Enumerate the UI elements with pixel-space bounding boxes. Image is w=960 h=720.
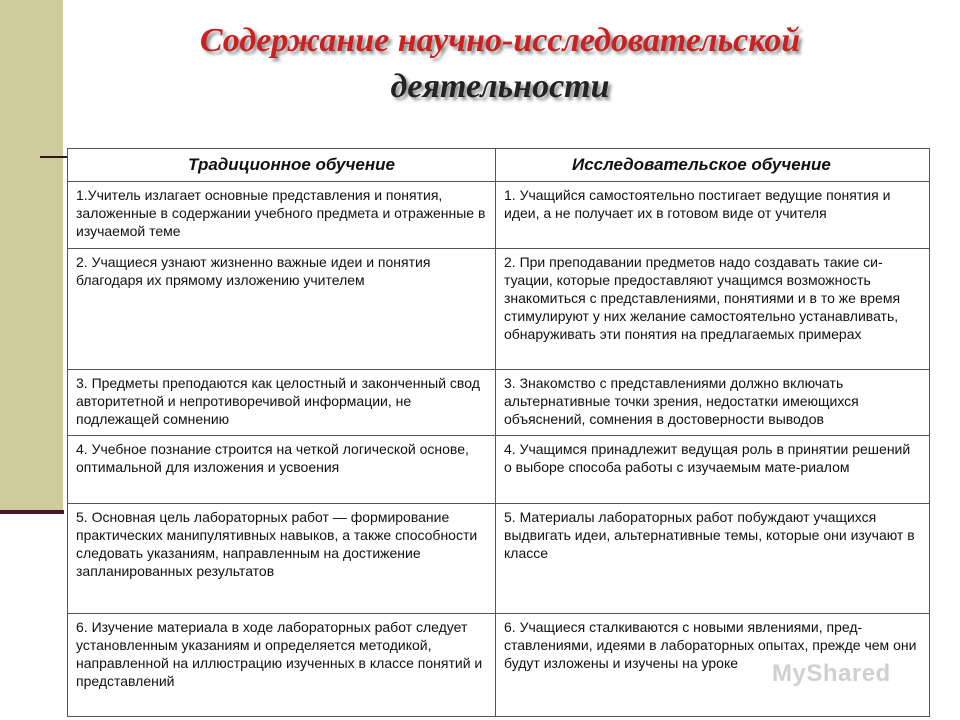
decorative-side-bar [0,0,63,513]
cell-research: 6. Учащиеся сталкиваются с новыми явлениями, пред-ставлениями, идеями в лабораторных опытах, прежде чем они будут изложены и изучены на уроке [496,614,930,717]
cell-traditional: 6. Изучение материала в ходе лабораторных работ следует установленным указаниям и определяется методикой, направленной на иллюстрацию изученных в классе понятий и представлений [68,614,496,717]
table-row [68,436,930,504]
cell-traditional: 4. Учебное познание строится на четкой логической основе, оптимальной для изложения и усвоения [68,436,496,504]
cell-traditional: 5. Основная цель лабораторных работ — формирование практических манипулятивных навыков, а также способности следовать указаниям, направленным на достижение запланированных результатов [68,504,496,614]
decorative-line-top [40,156,68,158]
cell-traditional: 2. Учащиеся узнают жизненно важные идеи и понятия благодаря их прямому изложению учителем [68,249,496,370]
slide-title [120,18,880,110]
cell-research: 3. Знакомство с представлениями должно включать альтернативные точки зрения, недостатки имеющихся объяснений, сомнения в достоверности выводов [496,370,930,436]
comparison-table [67,148,930,717]
table-row [68,182,930,249]
cell-traditional: 1.Учитель излагает основные представления и понятия, заложенные в содержании учебного предмета и отраженные в изучаемой теме [68,182,496,249]
table-row [68,504,930,614]
slide-title-line1: Содержание научно-исследовательской [199,22,801,59]
cell-traditional: 3. Предметы преподаются как целостный и законченный свод авторитетной и непротиворечивой информации, не подлежащей сомнению [68,370,496,436]
table-row [68,370,930,436]
table-row [68,249,930,370]
cell-research: 2. При преподавании предметов надо создавать такие си-туации, которые предоставляют учащимся возможность знакомиться с представлениями, понятиями и в то же время стимулируют у них желание самостоятельно устанавливать, обнаруживать эти понятия на предлагаемых примерах [496,249,930,370]
cell-research: 4. Учащимся принадлежит ведущая роль в принятии решений о выборе способа работы с изучаемым мате-риалом [496,436,930,504]
cell-research: 1. Учащийся самостоятельно постигает ведущие понятия и идеи, а не получает их в готовом виде от учителя [496,182,930,249]
watermark-logo: MyShared [772,660,891,687]
table-header-row [68,149,930,182]
slide-title-line2: деятельности [390,68,610,105]
decorative-line-bottom [0,510,64,514]
header-traditional: Традиционное обучение [68,149,496,182]
header-research: Исследовательское обучение [496,149,930,182]
cell-research: 5. Материалы лабораторных работ побуждают учащихся выдвигать идеи, альтернативные темы, которые они изучают в классе [496,504,930,614]
